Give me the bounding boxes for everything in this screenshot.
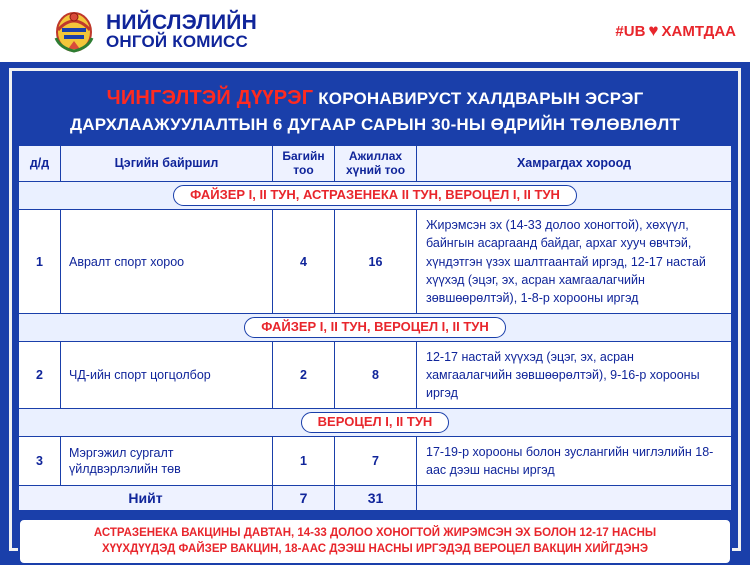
brand xyxy=(52,8,257,54)
total-teams: 7 xyxy=(273,486,335,511)
footer-note-line1: АСТРАЗЕНЕКА ВАКЦИНЫ ДАВТАН, 14-33 ДОЛОО ХОНОГТОЙ ЖИРЭМСЭН ЭХ БОЛОН 12-17 НАСНЫ xyxy=(93,527,657,540)
col-staff-line1: Ажиллах xyxy=(348,148,403,163)
vaccine-band-label: ВЕРОЦЕЛ I, II ТУН xyxy=(301,412,450,433)
col-khoroo: Хамрагдах хороод xyxy=(417,145,732,182)
footer-note xyxy=(18,518,732,564)
row-staff: 7 xyxy=(335,437,417,486)
heart-icon: ♥ xyxy=(648,21,659,40)
row-khoroo: 12-17 настай хүүхэд (эцэг, эх, асран хамгаалагчийн зөвшөөрөлтэй), 9-16-р хорооны иргэд xyxy=(417,341,732,408)
soyombo-emblem-icon xyxy=(52,8,96,54)
content-frame xyxy=(9,68,741,556)
row-teams: 2 xyxy=(273,341,335,408)
col-index: д/д xyxy=(19,145,61,182)
row-khoroo: Жирэмсэн эх (14-33 долоо хоногтой), хөхүүл, байнгын асаргаанд байдаг, архаг хууч өвчтэй, хүндэтгэн үзэх шалтгаантай иргэд, 12-17 настай хүүхэд (эцэг, эх, асран хамгаалагчийн зөвшөөрөлтэй), 1-8-р хорооны иргэд xyxy=(417,210,732,314)
table-row xyxy=(19,210,732,314)
table-row xyxy=(19,341,732,408)
vaccine-band-cell xyxy=(19,409,732,437)
brand-line-1: НИЙСЛЭЛИЙН xyxy=(106,10,257,34)
row-staff: 8 xyxy=(335,341,417,408)
col-staff xyxy=(335,145,417,182)
vaccine-band-row xyxy=(19,182,732,210)
col-location: Цэгийн байршил xyxy=(61,145,273,182)
total-empty xyxy=(417,486,732,511)
title-highlight: ЧИНГЭЛТЭЙ ДҮҮРЭГ xyxy=(106,87,314,109)
row-staff: 16 xyxy=(335,210,417,314)
schedule-table xyxy=(18,145,732,512)
vaccine-band-row xyxy=(19,409,732,437)
page-header xyxy=(0,0,750,62)
table-row xyxy=(19,437,732,486)
row-index: 1 xyxy=(19,210,61,314)
row-location: Авралт спорт хороо xyxy=(61,210,273,314)
row-index: 3 xyxy=(19,437,61,486)
total-staff: 31 xyxy=(335,486,417,511)
hashtag-slogan xyxy=(615,21,736,41)
vaccine-band-label: ФАЙЗЕР I, II ТУН, АСТРАЗЕНЕКА II ТУН, ВЕРОЦЕЛ I, II ТУН xyxy=(173,185,577,206)
table-body xyxy=(19,182,732,511)
vaccine-band-cell xyxy=(19,313,732,341)
title-line1-rest: КОРОНАВИРУСТ ХАЛДВАРЫН ЭСРЭГ xyxy=(313,89,644,108)
row-index: 2 xyxy=(19,341,61,408)
col-teams xyxy=(273,145,335,182)
title-line2: ДАРХЛААЖУУЛАЛТЫН 6 ДУГААР САРЫН 30-НЫ ӨДРИЙН ТӨЛӨВЛӨЛТ xyxy=(69,115,681,135)
brand-text xyxy=(106,12,257,51)
brand-line-2: ОНГОЙ КОМИСС xyxy=(106,32,249,52)
row-teams: 4 xyxy=(273,210,335,314)
vaccine-band-row xyxy=(19,313,732,341)
vaccine-band-cell xyxy=(19,182,732,210)
row-teams: 1 xyxy=(273,437,335,486)
col-staff-line2: хүний тоо xyxy=(345,162,406,177)
page-title xyxy=(18,77,732,145)
table-header xyxy=(19,145,732,182)
hashtag-left-text: #UB xyxy=(615,22,646,40)
vaccine-band-label: ФАЙЗЕР I, II ТУН, ВЕРОЦЕЛ I, II ТУН xyxy=(244,317,506,338)
col-teams-line2: тоо xyxy=(293,162,314,177)
hashtag-right-text: ХАМТДАА xyxy=(661,22,736,40)
row-location: ЧД-ийн спорт цогцолбор xyxy=(61,341,273,408)
row-khoroo: 17-19-р хорооны болон зуслангийн чиглэлийн 18-аас дээш насны иргэд xyxy=(417,437,732,486)
table-header-row xyxy=(19,145,732,182)
col-teams-line1: Багийн xyxy=(282,148,325,163)
total-row xyxy=(19,486,732,511)
total-label: Нийт xyxy=(19,486,273,511)
row-location: Мэргэжил сургалт үйлдвэрлэлийн төв xyxy=(61,437,273,486)
footer-note-line2: ХҮҮХДҮҮДЭД ФАЙЗЕР ВАКЦИН, 18-ААС ДЭЭШ НАСНЫ ИРГЭДЭД ВЕРОЦЕЛ ВАКЦИН ХИЙГДЭНЭ xyxy=(101,543,649,556)
